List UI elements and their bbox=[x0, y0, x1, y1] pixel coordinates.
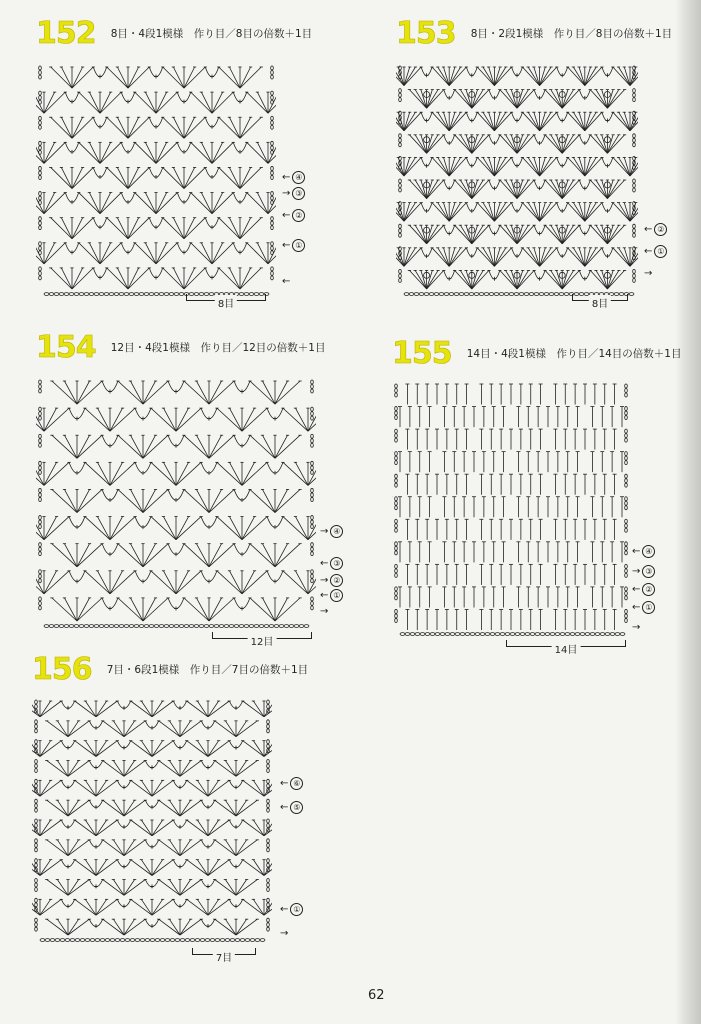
crochet-chart bbox=[396, 60, 638, 300]
row-marker: ← ① bbox=[632, 600, 655, 614]
pattern-number: 152 bbox=[36, 16, 96, 51]
pattern-number: 155 bbox=[392, 336, 452, 371]
pattern-154 bbox=[36, 330, 356, 650]
row-marker: → bbox=[644, 268, 653, 279]
pattern-description: 7目・6段1模様 作り目／7目の倍数＋1目 bbox=[106, 664, 309, 676]
crochet-chart bbox=[36, 374, 316, 632]
pattern-header bbox=[32, 652, 308, 687]
row-marker: ← ② bbox=[282, 208, 305, 222]
row-marker: ← ① bbox=[644, 244, 667, 258]
page-number: 62 bbox=[368, 988, 385, 1003]
pattern-number: 156 bbox=[32, 652, 92, 687]
pattern-header bbox=[36, 16, 312, 51]
row-marker: ← ① bbox=[320, 588, 343, 602]
repeat-indicator: 7目 bbox=[192, 948, 256, 966]
row-marker: → ③ bbox=[632, 564, 655, 578]
pattern-header bbox=[396, 16, 672, 51]
row-marker: ← ② bbox=[632, 582, 655, 596]
pattern-header bbox=[36, 330, 325, 365]
foundation-chain bbox=[40, 939, 265, 942]
pattern-description: 8目・4段1模様 作り目／8目の倍数＋1目 bbox=[110, 28, 313, 40]
row-marker: → bbox=[280, 928, 289, 939]
pattern-156 bbox=[32, 652, 352, 972]
row-marker: ← ③ bbox=[320, 556, 343, 570]
pattern-description: 8目・2段1模様 作り目／8目の倍数＋1目 bbox=[470, 28, 673, 40]
row-marker: → ④ bbox=[320, 524, 343, 538]
row-marker: ← bbox=[282, 276, 291, 287]
row-marker: → bbox=[320, 606, 329, 617]
row-marker: → ③ bbox=[282, 186, 305, 200]
foundation-chain bbox=[44, 625, 309, 628]
repeat-indicator: 8目 bbox=[572, 294, 628, 312]
pattern-155 bbox=[392, 336, 686, 666]
crochet-chart bbox=[392, 378, 630, 640]
pattern-description: 12目・4段1模様 作り目／12目の倍数＋1目 bbox=[110, 342, 326, 354]
pattern-number: 154 bbox=[36, 330, 96, 365]
row-marker: → bbox=[632, 622, 641, 633]
row-marker: ← ① bbox=[282, 238, 305, 252]
pattern-152 bbox=[36, 16, 336, 316]
pattern-description: 14目・4段1模様 作り目／14目の倍数＋1目 bbox=[466, 348, 682, 360]
foundation-chain bbox=[400, 633, 625, 636]
row-marker: ← ① bbox=[280, 902, 303, 916]
row-marker: ← ② bbox=[644, 222, 667, 236]
pattern-header bbox=[392, 336, 681, 371]
row-marker: ← ⑥ bbox=[280, 776, 303, 790]
row-marker: ← ⑤ bbox=[280, 800, 303, 814]
crochet-chart bbox=[36, 60, 276, 300]
repeat-indicator: 14目 bbox=[506, 640, 626, 658]
pattern-153 bbox=[396, 16, 686, 316]
pattern-number: 153 bbox=[396, 16, 456, 51]
row-marker: ← ④ bbox=[632, 544, 655, 558]
crochet-chart bbox=[32, 694, 272, 946]
repeat-indicator: 12目 bbox=[212, 632, 312, 650]
repeat-indicator: 8目 bbox=[186, 294, 266, 312]
row-marker: → ② bbox=[320, 573, 343, 587]
row-marker: ← ④ bbox=[282, 170, 305, 184]
